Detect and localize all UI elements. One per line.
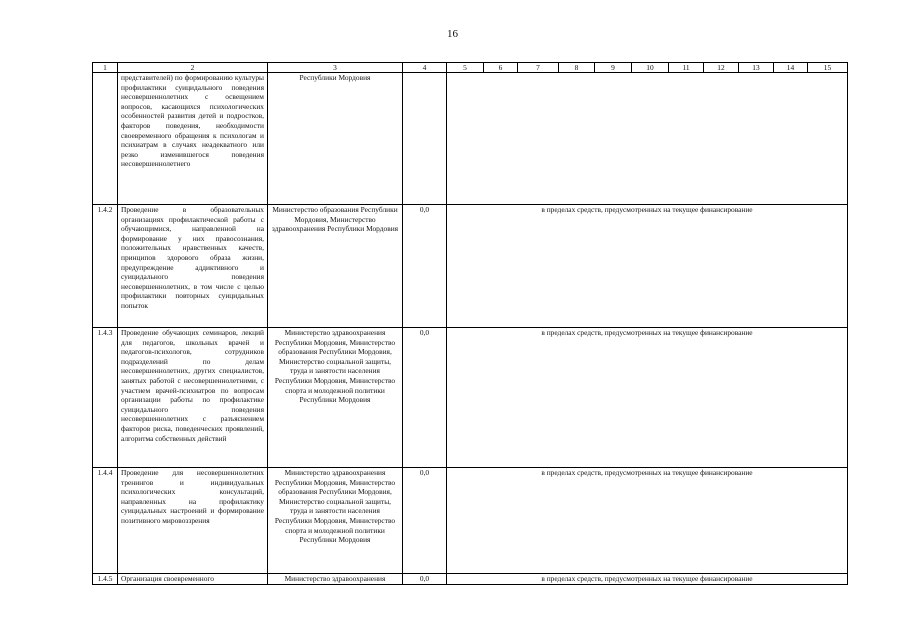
measure-description: Проведение для несовершеннолетних тренингов и индивидуальных психологических консультаций, направленных на профилактику суицидальных настроений и формирование позитивного мировоззрения	[118, 468, 268, 574]
header-cell: 8	[559, 63, 595, 73]
row-number	[93, 73, 118, 205]
funding-value	[403, 73, 447, 205]
table-row	[93, 73, 848, 205]
header-row	[93, 63, 848, 73]
row-number: 1.4.5	[93, 574, 118, 585]
funding-note: в пределах средств, предусмотренных на текущее финансирование	[447, 205, 848, 328]
header-cell: 4	[403, 63, 447, 73]
responsible-executors: Республики Мордовия	[268, 73, 403, 205]
funding-value: 0,0	[403, 468, 447, 574]
row-number: 1.4.2	[93, 205, 118, 328]
row-number: 1.4.3	[93, 328, 118, 468]
responsible-executors: Министерство здравоохранения Республики Мордовия, Министерство образования Республики Мордовия, Министерство социальной защиты, труда и занятости населения Республики Мордовия, Министерство спорта и молодежной политики Республики Мордовия	[268, 328, 403, 468]
funding-note: в пределах средств, предусмотренных на текущее финансирование	[447, 468, 848, 574]
funding-value: 0,0	[403, 328, 447, 468]
responsible-executors: Министерство здравоохранения Республики Мордовия, Министерство образования Республики Мордовия, Министерство социальной защиты, труда и занятости населения Республики Мордовия, Министерство спорта и молодежной политики Республики Мордовия	[268, 468, 403, 574]
table-row	[93, 468, 848, 574]
header-cell: 2	[118, 63, 268, 73]
measure-description: Проведение обучающих семинаров, лекций для педагогов, школьных врачей и педагогов-психологов, сотрудников подразделений по делам несовершеннолетних, других специалистов, занятых работой с несовершеннолетними, с участием врачей-психиатров по вопросам организации работы по профилактике суицидального поведения несовершеннолетних с разъяснением факторов риска, поведенческих проявлений, алгоритма собственных действий	[118, 328, 268, 468]
funding-value: 0,0	[403, 205, 447, 328]
header-cell: 14	[774, 63, 808, 73]
measure-description: представителей) по формированию культуры профилактики суицидального поведения несовершеннолетних с освещением вопросов, касающихся психологических особенностей развития детей и подростков, факторов поведения, необходимости своевременного обращения к психологам и психиатрам в случаях неадекватного или резко изменившегося поведения несовершеннолетнего	[118, 73, 268, 205]
program-table	[92, 62, 848, 585]
header-cell: 11	[669, 63, 704, 73]
header-cell: 6	[484, 63, 518, 73]
measure-description: Организация своевременного	[118, 574, 268, 585]
funding-note: в пределах средств, предусмотренных на текущее финансирование	[447, 328, 848, 468]
header-cell: 10	[632, 63, 669, 73]
header-cell: 5	[447, 63, 484, 73]
header-cell: 13	[739, 63, 774, 73]
responsible-executors: Министерство здравоохранения	[268, 574, 403, 585]
table-row	[93, 205, 848, 328]
table-row	[93, 574, 848, 585]
responsible-executors: Министерство образования Республики Мордовия, Министерство здравоохранения Республики Мордовия	[268, 205, 403, 328]
header-cell: 9	[595, 63, 632, 73]
funding-value: 0,0	[403, 574, 447, 585]
funding-note	[447, 73, 848, 205]
measure-description: Проведение в образовательных организациях профилактической работы с обучающимися, направленной на формирование у них правосознания, положительных нравственных качеств, принципов здорового образа жизни, предупреждение аддиктивного и суицидального поведения несовершеннолетних, в том числе с целью профилактики повторных суицидальных попыток	[118, 205, 268, 328]
header-cell: 7	[518, 63, 559, 73]
table-row	[93, 328, 848, 468]
page-number: 16	[447, 28, 458, 40]
header-cell: 1	[93, 63, 118, 73]
header-cell: 3	[268, 63, 403, 73]
header-cell: 15	[808, 63, 848, 73]
funding-note: в пределах средств, предусмотренных на текущее финансирование	[447, 574, 848, 585]
header-cell: 12	[704, 63, 739, 73]
row-number: 1.4.4	[93, 468, 118, 574]
